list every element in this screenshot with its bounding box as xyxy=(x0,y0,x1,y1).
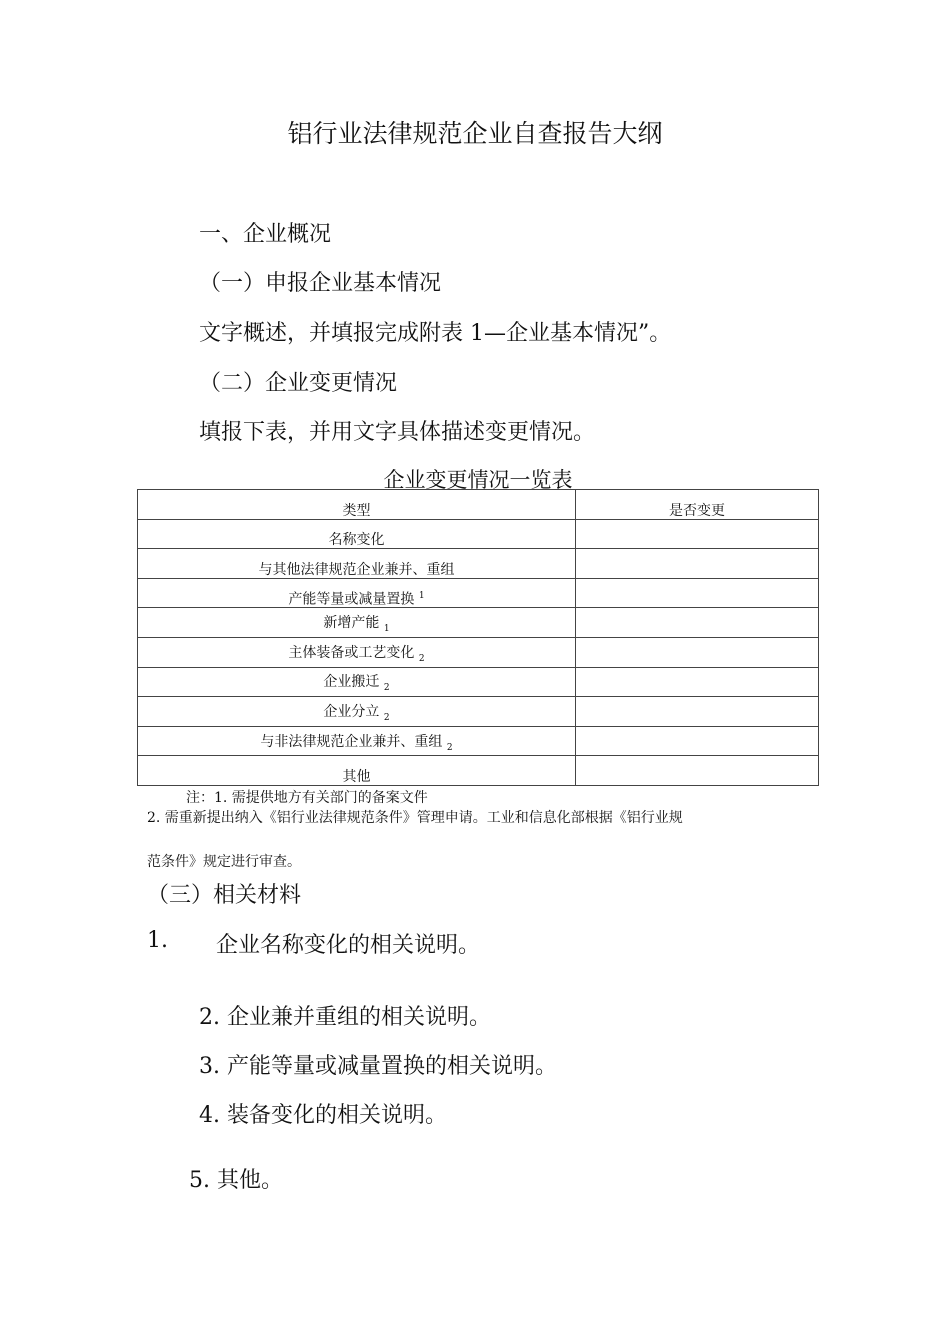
table-row xyxy=(138,756,819,786)
row-value[interactable] xyxy=(576,608,819,638)
row-value[interactable] xyxy=(576,637,819,667)
list-item: 5. 其他。 xyxy=(189,1168,283,1193)
document-title: 铝行业法律规范企业自查报告大纲 xyxy=(287,119,663,148)
list-item-number: 1. xyxy=(147,928,168,953)
list-item: 4. 装备变化的相关说明。 xyxy=(199,1103,447,1128)
table-row xyxy=(138,667,819,697)
table-row xyxy=(138,608,819,638)
row-label: 名称变化 xyxy=(138,519,576,549)
list-item: 3. 产能等量或减量置换的相关说明。 xyxy=(199,1054,557,1079)
row-value[interactable] xyxy=(576,549,819,579)
row-label: 企业分立 $_2$ xyxy=(138,697,576,727)
subsection-heading-materials: （三）相关材料 xyxy=(147,883,302,908)
table-row xyxy=(138,637,819,667)
row-label: 企业搬迁 $_2$ xyxy=(138,667,576,697)
table-note-2-line1: 2. 需重新提出纳入《铝行业法律规范条件》管理申请。工业和信息化部根据《铝行业规 xyxy=(147,810,683,826)
table-caption: 企业变更情况一览表 xyxy=(383,468,573,492)
row-label: 产能等量或减量置换 $^1$ xyxy=(138,578,576,608)
footnote-mark: 2 xyxy=(446,742,453,753)
footnote-mark: 1 xyxy=(383,623,390,634)
paragraph-basic-info: 文字概述，并填报完成附表 1—企业基本情况”。 xyxy=(199,321,672,346)
footnote-mark: 2 xyxy=(383,683,390,694)
row-label: 其他 xyxy=(138,756,576,786)
row-label: 与其他法律规范企业兼并、重组 xyxy=(138,549,576,579)
subsection-heading-basic-info: （一）申报企业基本情况 xyxy=(199,271,442,296)
list-item: 企业名称变化的相关说明。 xyxy=(216,933,481,958)
header-type: 类型 xyxy=(138,490,576,520)
table-row xyxy=(138,726,819,756)
row-value[interactable] xyxy=(576,756,819,786)
list-item: 2. 企业兼并重组的相关说明。 xyxy=(199,1005,491,1030)
table-note-1: 注：1. 需提供地方有关部门的备案文件 xyxy=(186,790,428,806)
row-value[interactable] xyxy=(576,578,819,608)
row-label: 与非法律规范企业兼并、重组 $_2$ xyxy=(138,726,576,756)
paragraph-changes: 填报下表，并用文字具体描述变更情况。 xyxy=(199,420,596,445)
table-row xyxy=(138,578,819,608)
table-header-row xyxy=(138,490,819,520)
footnote-mark: 1 xyxy=(418,590,425,601)
footnote-mark: 2 xyxy=(383,712,390,723)
table-row xyxy=(138,697,819,727)
table-row xyxy=(138,519,819,549)
footnote-mark: 2 xyxy=(418,653,425,664)
subsection-heading-changes: （二）企业变更情况 xyxy=(199,371,398,396)
row-label: 新增产能 $_1$ xyxy=(138,608,576,638)
row-label: 主体装备或工艺变化 $_2$ xyxy=(138,637,576,667)
change-table xyxy=(137,489,819,786)
row-value[interactable] xyxy=(576,667,819,697)
section-heading-overview: 一、企业概况 xyxy=(199,222,332,247)
header-changed: 是否变更 xyxy=(576,490,819,520)
row-value[interactable] xyxy=(576,519,819,549)
table-row xyxy=(138,549,819,579)
row-value[interactable] xyxy=(576,697,819,727)
row-value[interactable] xyxy=(576,726,819,756)
table-note-2-line2: 范条件》规定进行审查。 xyxy=(147,854,301,870)
